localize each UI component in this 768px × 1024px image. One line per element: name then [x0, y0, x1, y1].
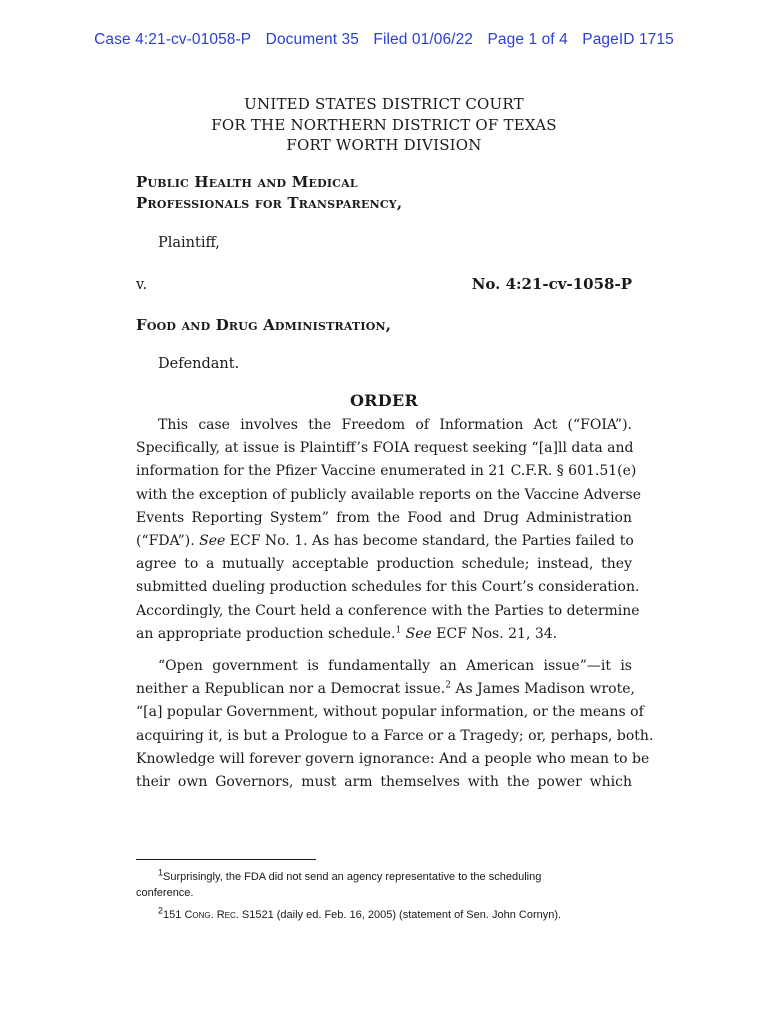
order-paragraph-2 [136, 655, 654, 794]
pageid-stamp: PageID 1715 [582, 31, 674, 48]
order-title: ORDER [349, 391, 419, 410]
paragraph-line: their own Governors, must arm themselves with the power which [136, 774, 632, 791]
text-run: neither a Republican nor a Democrat issue. [136, 681, 446, 698]
footnote-text: S1521 (daily ed. Feb. 16, 2005) (statement of Sen. John Cornyn). [238, 909, 562, 921]
text-run: ECF No. 1. As has become standard, the Parties failed to [225, 533, 634, 550]
footnote-divider [136, 859, 316, 860]
footnote-text: Surprisingly, the FDA did not send an agency representative to the scheduling [163, 871, 542, 883]
footnote-2 [136, 907, 632, 923]
court-district: FOR THE NORTHERN DISTRICT OF TEXAS [211, 115, 557, 134]
order-paragraph-1 [136, 414, 642, 646]
paragraph-line: agree to a mutually acceptable production schedule; instead, they [136, 556, 632, 573]
citation-signal: See [405, 625, 432, 642]
plaintiff-name-line1: Public Health and Medical [136, 173, 358, 191]
paragraph-line: submitted dueling production schedules for this Court’s consideration. [136, 579, 640, 596]
paragraph-line: Specifically, at issue is Plaintiff’s FOIA request seeking “[a]ll data and [136, 440, 634, 457]
paragraph-line: acquiring it, is but a Prologue to a Farce or a Tragedy; or, perhaps, both. [136, 727, 654, 744]
footnote-reference: 1 [395, 625, 402, 636]
paragraph-line: This case involves the Freedom of Information Act (“FOIA”). [158, 417, 632, 433]
footnote-line [136, 869, 632, 885]
plaintiff-name [136, 172, 402, 214]
footnote-text: 151 [163, 909, 185, 921]
paragraph-line: Events Reporting System” from the Food and Drug Administration [136, 509, 632, 526]
paragraph-line: “Open government is fundamentally an American issue”—it is [158, 658, 632, 674]
paragraph-line: information for the Pfizer Vaccine enumerated in 21 C.F.R. § 601.51(e) [136, 463, 637, 480]
footnote-marker: 1 [158, 867, 164, 878]
case-number: No. 4:21-cv-1058-P [471, 275, 632, 293]
plaintiff-role: Plaintiff, [158, 235, 220, 251]
footnote-reference: 2 [445, 680, 451, 691]
paragraph-line: “[a] popular Government, without popular information, or the means of [136, 704, 644, 721]
court-division: FORT WORTH DIVISION [286, 136, 482, 154]
paragraph-line: with the exception of publicly available reports on the Vaccine Adverse [136, 486, 642, 503]
document-number-stamp: Document 35 [265, 31, 359, 48]
versus-label: v. [136, 277, 148, 293]
footnote-marker: 2 [158, 905, 164, 916]
filing-header-stamp [0, 31, 768, 49]
defendant-role: Defendant. [158, 356, 240, 372]
paragraph-line [136, 678, 635, 701]
citation-signal: See [199, 533, 226, 550]
defendant-name: Food and Drug Administration, [136, 316, 392, 334]
paragraph-line: Accordingly, the Court held a conference with the Parties to determine [136, 602, 640, 619]
case-number-stamp: Case 4:21-cv-01058-P [94, 31, 252, 48]
paragraph-line: Knowledge will forever govern ignorance: And a people who mean to be [136, 750, 650, 767]
text-run: (“FDA”). [136, 533, 200, 550]
filed-date-stamp: Filed 01/06/22 [373, 31, 474, 48]
footnote-citation: Cong. Rec. [184, 909, 239, 921]
footnote-line [136, 907, 632, 923]
paragraph-line [136, 530, 632, 553]
text-run: ECF Nos. 21, 34. [431, 625, 558, 642]
text-run: an appropriate production schedule. [136, 625, 396, 642]
page-count-stamp: Page 1 of 4 [487, 31, 568, 48]
text-run: As James Madison wrote, [450, 681, 635, 698]
footnote-text: conference. [136, 887, 194, 899]
footnote-1 [136, 869, 632, 901]
plaintiff-name-line2: Professionals for Transparency, [136, 194, 403, 212]
paragraph-line [136, 623, 632, 646]
court-caption [0, 94, 768, 156]
court-name: UNITED STATES DISTRICT COURT [244, 95, 524, 113]
